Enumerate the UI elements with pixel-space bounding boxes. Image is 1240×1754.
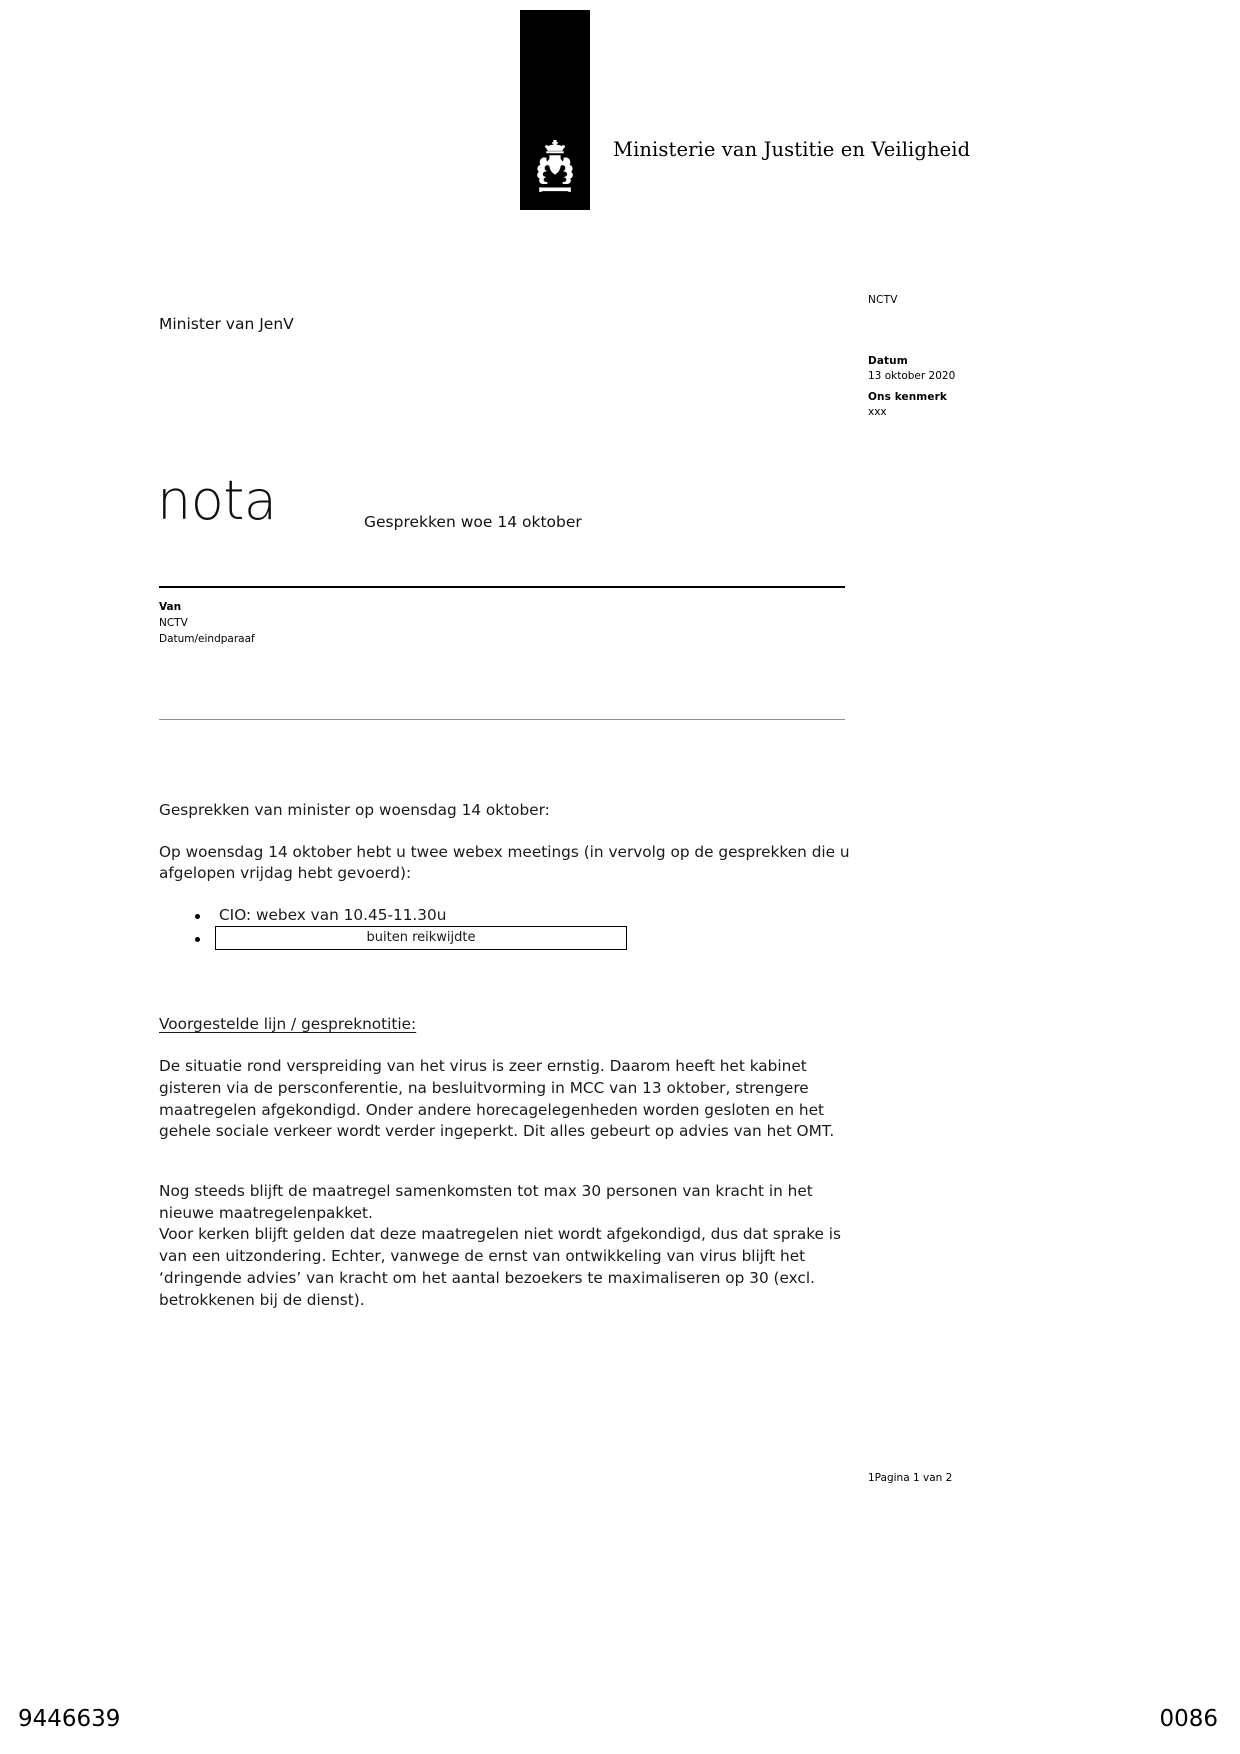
meetings-list xyxy=(159,905,859,952)
from-value: NCTV xyxy=(159,616,188,629)
redaction-box: buiten reikwijdte xyxy=(215,926,627,951)
list-item xyxy=(195,928,859,953)
body-heading: Gesprekken van minister op woensdag 14 oktober: xyxy=(159,801,550,819)
meta-date-label: Datum xyxy=(868,354,908,367)
date-initials-label: Datum/eindparaaf xyxy=(159,632,255,645)
body-intro: Op woensdag 14 oktober hebt u twee webex meetings (in vervolg op de gesprekken die u afgelopen vrijdag hebt gevoerd): xyxy=(159,842,850,883)
document-id-left: 9446639 xyxy=(18,1706,121,1732)
ministry-logo-block xyxy=(520,10,590,210)
document-body xyxy=(159,800,859,1331)
list-item xyxy=(195,905,859,926)
divider-heavy xyxy=(159,586,845,588)
from-label: Van xyxy=(159,601,182,613)
meta-unit: NCTV xyxy=(868,294,898,306)
meta-reference-value: xxx xyxy=(868,405,887,418)
page-indicator: 1Pagina 1 van 2 xyxy=(868,1472,953,1484)
addressee: Minister van JenV xyxy=(159,315,294,333)
ministry-name: Ministerie van Justitie en Veiligheid xyxy=(613,138,971,161)
body-paragraph-3: Voor kerken blijft gelden dat deze maatregelen niet wordt afgekondigd, dus dat sprake is van een uitzondering. Echter, vanwege de ernst van ontwikkeling van virus blijft het ‘dringende advies’ van kracht om het aantal bezoekers te maximaliseren op 30 (excl. betrokkenen bij de dienst). xyxy=(159,1225,842,1309)
divider-light xyxy=(159,719,845,720)
rijksoverheid-crest-logo xyxy=(520,138,590,196)
meeting-cio-label: CIO: webex van 10.45-11.30u xyxy=(219,906,447,925)
document-metadata xyxy=(868,293,1068,426)
from-block xyxy=(159,600,255,648)
meta-date-value: 13 oktober 2020 xyxy=(868,369,956,382)
page-subtitle: Gesprekken woe 14 oktober xyxy=(364,513,582,531)
meta-reference-label: Ons kenmerk xyxy=(868,390,947,403)
body-paragraph-1: De situatie rond verspreiding van het virus is zeer ernstig. Daarom heeft het kabinet gisteren via de persconferentie, na besluitvorming in MCC van 13 oktober, strengere maatregelen afgekondigd. Onder andere horecagelegenheden worden gesloten en het gehele sociale verkeer wordt verder ingeperkt. Dit alles gebeurt op advies van het OMT. xyxy=(159,1057,835,1141)
section-heading: Voorgestelde lijn / gespreknotitie: xyxy=(159,1015,417,1034)
body-paragraph-2: Nog steeds blijft de maatregel samenkomsten tot max 30 personen van kracht in het nieuwe maatregelenpakket. xyxy=(159,1181,813,1222)
page-title: nota xyxy=(157,469,277,532)
document-id-right: 0086 xyxy=(1159,1706,1218,1732)
